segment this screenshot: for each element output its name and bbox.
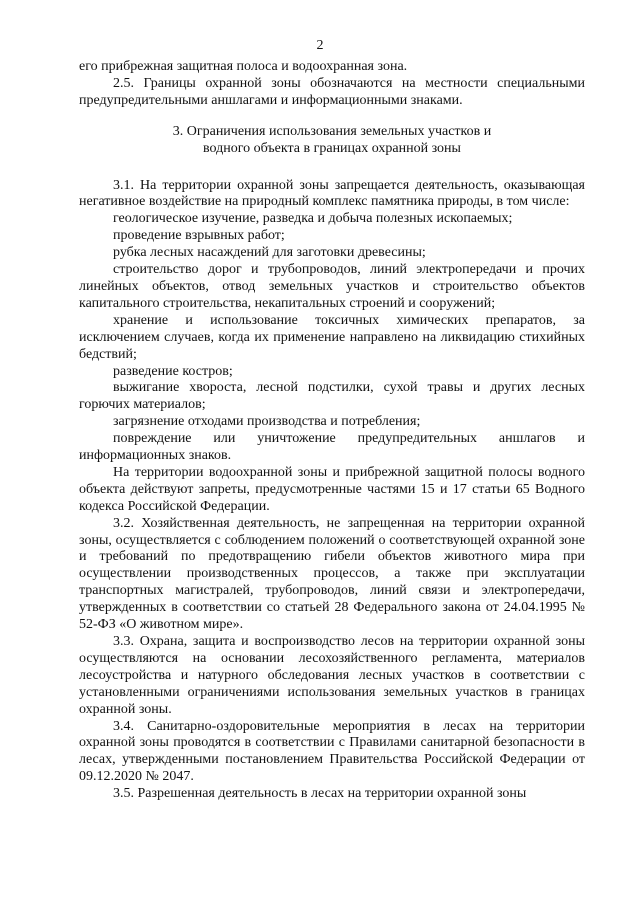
- paragraph: 3.2. Хозяйственная деятельность, не запрещенная на территории охранной зоны, осуществляется с соблюдением положений о соответствующей охранной зоне и требований по предотвращению гибели объектов животного мира при осуществлении производственных процессов, а также при эксплуатации транспортных магистралей, трубопроводов, линий связи и электропередачи, утвержденных в соответствии со статьей 28 Федерального закона от 24.04.1995 № 52-ФЗ «О животном мире».: [79, 515, 585, 633]
- page-number: 2: [316, 38, 324, 53]
- paragraph: геологическое изучение, разведка и добыча полезных ископаемых;: [113, 211, 513, 227]
- paragraph: загрязнение отходами производства и потребления;: [113, 414, 421, 430]
- paragraph: 3.3. Охрана, защита и воспроизводство лесов на территории охранной зоны осуществляются на основании лесохозяйственного регламента, материалов лесоустройства и натурного обследования лесных участков в соответствии с установленными ограничениями использования земельных участков в границах охранной зоны.: [79, 634, 585, 717]
- paragraph: проведение взрывных работ;: [113, 228, 285, 244]
- section-heading-line: 3. Ограничения использования земельных участков и: [172, 123, 492, 139]
- paragraph: 3.5. Разрешенная деятельность в лесах на территории охранной зоны: [113, 786, 527, 802]
- paragraph: 3.1. На территории охранной зоны запрещается деятельность, оказывающая негативное воздействие на природный комплекс памятника природы, в том числе:: [79, 177, 585, 210]
- paragraph: рубка лесных насаждений для заготовки древесины;: [113, 245, 426, 261]
- paragraph: 2.5. Границы охранной зоны обозначаются на местности специальными предупредительными аншлагами и информационными знаками.: [79, 75, 585, 108]
- paragraph: На территории водоохранной зоны и прибрежной защитной полосы водного объекта действуют запреты, предусмотренные частями 15 и 17 статьи 65 Водного кодекса Российской Федерации.: [79, 464, 585, 514]
- paragraph: его прибрежная защитная полоса и водоохранная зона.: [79, 59, 408, 74]
- paragraph: 3.4. Санитарно-оздоровительные мероприятия в лесах на территории охранной зоны проводятся в соответствии с Правилами санитарной безопасности в лесах, утвержденными постановлением Правительства Российской Федерации от 09.12.2020 № 2047.: [79, 718, 585, 785]
- paragraph: хранение и использование токсичных химических препаратов, за исключением случаев, когда их применение направлено на ликвидацию стихийных бедствий;: [79, 312, 585, 362]
- paragraph: повреждение или уничтожение предупредительных аншлагов и информационных знаков.: [79, 431, 585, 464]
- document-body: [79, 59, 585, 803]
- paragraph: строительство дорог и трубопроводов, линий электропередачи и прочих линейных объектов, отвод земельных участков и строительство объектов капитального строительства, некапитальных строений и сооружений;: [79, 262, 585, 311]
- paragraph: выжигание хвороста, лесной подстилки, сухой травы и других лесных горючих материалов;: [79, 380, 585, 413]
- section-heading: [79, 124, 585, 158]
- paragraph: разведение костров;: [113, 363, 233, 379]
- section-heading-line: водного объекта в границах охранной зоны: [203, 140, 461, 156]
